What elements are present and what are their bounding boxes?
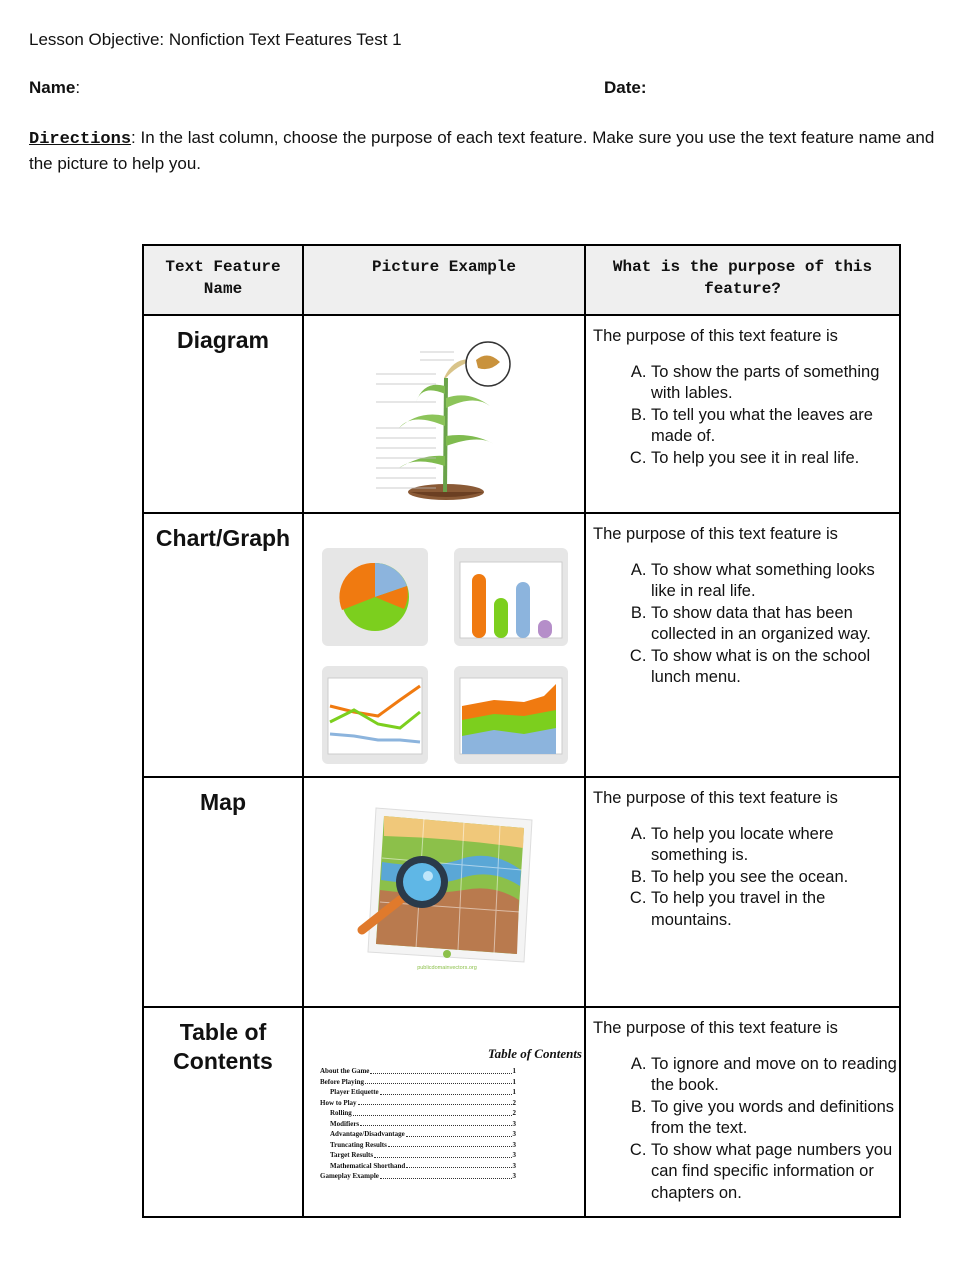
text-features-table	[142, 244, 901, 1218]
header-feature-name: Text Feature Name	[143, 245, 303, 315]
table-row	[143, 777, 900, 1007]
toc-entry: Mathematical Shorthand 3	[330, 1161, 516, 1170]
answer-option[interactable]: C. To help you travel in the mountains.	[651, 888, 899, 931]
toc-entry: Rolling 2	[330, 1109, 516, 1117]
toc-entry: How to Play 2	[320, 1098, 516, 1107]
answer-option[interactable]: B. To help you see the ocean.	[651, 867, 899, 889]
purpose-question: The purpose of this text feature is A. To help you locate where something is. B. To help you see the ocean. C. To help you travel in the mountains.	[586, 778, 899, 931]
map-image	[304, 778, 584, 1006]
toc-entry: Modifiers 3	[330, 1119, 516, 1128]
answer-option[interactable]: C. To help you see it in real life.	[651, 448, 899, 470]
directions: Directions: In the last column, choose the purpose of each text feature. Make sure you use the text feature name and the picture to help you.	[29, 128, 935, 173]
lesson-objective: Lesson Objective: Nonfiction Text Features Test 1	[29, 30, 402, 49]
answer-option[interactable]: A. To ignore and move on to reading the book.	[651, 1054, 899, 1097]
toc-entry: About the Game 1	[320, 1067, 516, 1075]
date-label: Date:	[604, 78, 647, 97]
table-row	[143, 513, 900, 777]
answer-option[interactable]: C. To show what is on the school lunch menu.	[651, 646, 899, 689]
answer-option[interactable]: B. To give you words and definitions from the text.	[651, 1097, 899, 1140]
answer-option[interactable]: B. To tell you what the leaves are made of.	[651, 405, 899, 448]
toc-entry: Before Playing 1	[320, 1077, 516, 1086]
purpose-question: The purpose of this text feature is A. To show what something looks like in real life. B. To show data that has been collected in an organized way. C. To show what is on the school lunch menu.	[586, 514, 899, 689]
toc-entry: Advantage/Disadvantage 3	[330, 1130, 516, 1138]
toc-entry: Target Results 3	[330, 1151, 516, 1159]
toc-entry: Player Etiquette 1	[330, 1088, 516, 1096]
feature-name: Map	[200, 789, 246, 815]
answer-option[interactable]: C. To show what page numbers you can find specific information or chapters on.	[651, 1140, 899, 1205]
table-row	[143, 1007, 900, 1217]
answer-option[interactable]: A. To show what something looks like in real life.	[651, 560, 899, 603]
toc-entry: Gameplay Example 3	[320, 1172, 516, 1180]
chart-graph-image	[304, 514, 584, 776]
name-label: Name:	[29, 78, 81, 97]
feature-name: Diagram	[176, 327, 270, 353]
answer-option[interactable]: B. To show data that has been collected in an organized way.	[651, 603, 899, 646]
feature-name: Table of Contents	[173, 1019, 273, 1074]
toc-title: Table of Contents	[487, 1046, 582, 1061]
header-purpose: What is the purpose of this feature?	[585, 245, 900, 315]
toc-entry: Truncating Results 3	[330, 1140, 516, 1149]
table-row	[143, 315, 900, 513]
answer-option[interactable]: A. To help you locate where something is.	[651, 824, 899, 867]
purpose-question: The purpose of this text feature is A. To show the parts of something with lables. B. To tell you what the leaves are made of. C. To help you see it in real life.	[586, 316, 899, 469]
header-picture-example: Picture Example	[303, 245, 585, 315]
answer-option[interactable]: A. To show the parts of something with lables.	[651, 362, 899, 405]
toc-image	[320, 1046, 582, 1182]
purpose-question: The purpose of this text feature is A. To ignore and move on to reading the book. B. To give you words and definitions from the text. C. To show what page numbers you can find specific information or chapters on.	[586, 1008, 899, 1204]
plant-diagram-image	[304, 316, 584, 512]
map-credit: publicdomainvectors.org	[417, 965, 477, 971]
feature-name: Chart/Graph	[155, 525, 291, 551]
